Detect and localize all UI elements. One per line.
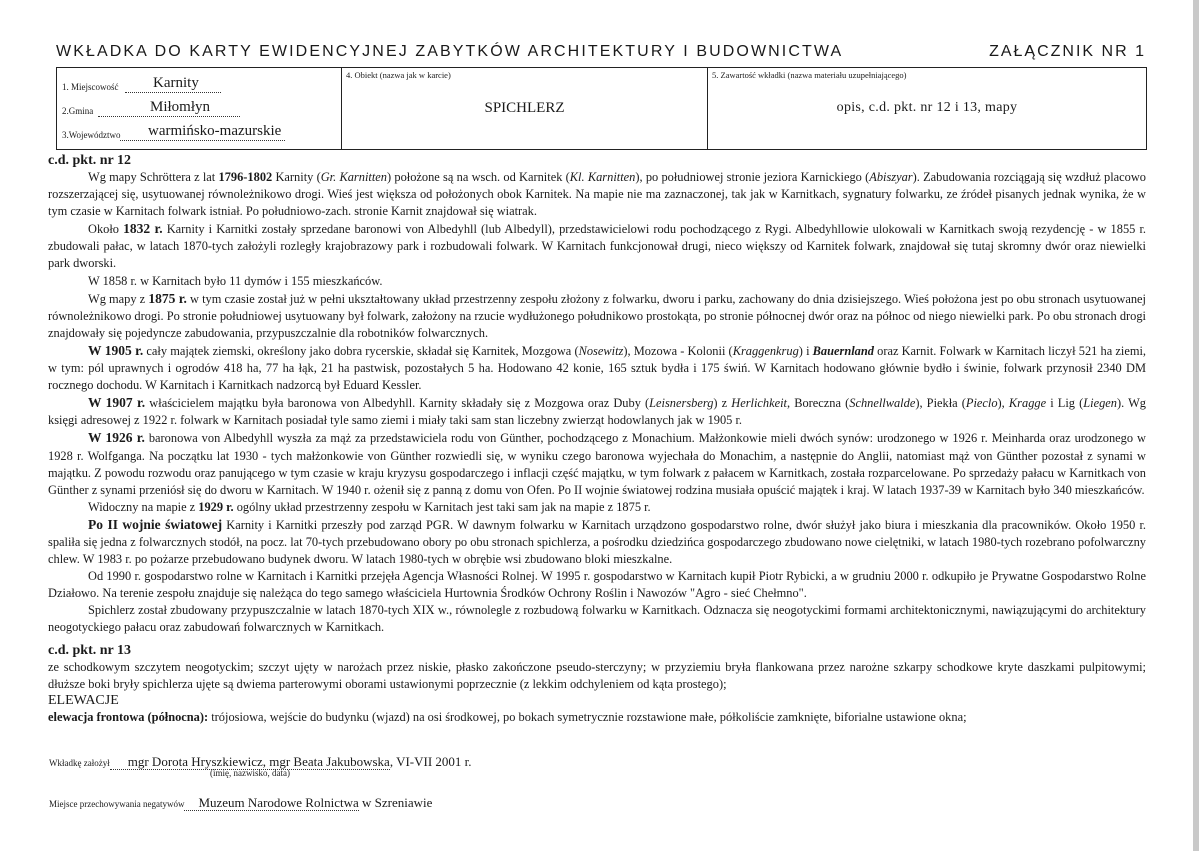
storage-rest: w Szreniawie (358, 795, 433, 810)
paragraph-1832: Około 1832 r. Karnity i Karnitki zostały sprzedane baronowi von Albedyhll (lub Albedyll), przedstawicielowi rodu pochodzącego z Rygi. Albedyhllowie ulokowali w Karnitkach swoją rezydencję - w 1855 r. zbudowali pałac, w latach 1870-tych założyli rozległy krajobrazowy park i rozbudowali folwark. W Karnitach funkcjonował drugi, nieco większy od Karnitek folwark, znajdował się tutaj skromny dwór oraz niewielki park dworski. (48, 221, 1146, 271)
paragraph-1929: Widoczny na mapie z 1929 r. ogólny układ przestrzenny zespołu w Karnitach jest taki sam jak na mapie z 1875 r. (88, 499, 651, 514)
locality-label: 1. Miejscowość (62, 82, 119, 92)
author-date: , VI-VII 2001 r. (389, 754, 472, 769)
object-cell (342, 68, 708, 149)
paragraph-1875: Wg mapy z 1875 r. w tym czasie został już w pełni ukształtowany układ przestrzenny zespołu złożony z folwarku, dworu i parku, zachowany do dnia dzisiejszego. Wieś położona jest po obu stronach usytuowanej równoleżnikowo drogi. Po stronie południowej usytuowany był folwark, założony na rzucie wydłużonego południkowo prostokąta, po stronie północnej dwór oraz na północ od niego niewielki park. Po obu stronach drogi znajdowały się pojedyncze zabudowania, przypuszczalnie dla robotników folwarcznych. (48, 290, 1146, 340)
commune-value: Miłomłyn (98, 99, 240, 117)
object-value: SPICHLERZ (484, 100, 565, 116)
content-cell (708, 68, 1146, 149)
paragraph-1907: W 1907 r. właścicielem majątku była baronowa von Albedyhll. Karnity składały się z Mozgowa oraz Duby (Leisnersberg) z Herlichkeit, Boreczna (Schnellwalde), Piekła (Pieclo), Kragge i Lig (Liegen). Wg księgi adresowej z 1922 r. folwark w Karnitach posiadał tyle samo ziemi i miały taki sam stan liczebny zwierząt hodowlanych jak w 1905 r. (48, 395, 1146, 428)
section-12-heading: c.d. pkt. nr 12 (48, 153, 131, 168)
paragraph-front-elevation: elewacja frontowa (północna): trójosiowa, wejście do budynku (wjazd) na osi środkowej, po bokach symetrycznie rozstawione małe, półkoliście zamknięte, biforialne ustawione okna; (48, 709, 967, 724)
paragraph-1926: W 1926 r. baronowa von Albedyhll wyszła za mąż za przedstawiciela rodu von Günther, pochodzącego z Monachium. Małżonkowie mieli dwóch synów: urodzonego w 1926 r. Meinharda oraz urodzonego w 1928 r. Wolfganga. Na początku lat 1930 - tych małżonkowie von Günther rozwiedli się, w wyniku czego baronowa wyjechała do Monachim, a następnie do Anglii, natomiast mąż von Günther pozostał z synami w majątku. Z powodu rozwodu oraz panującego w tym czasie w kraju kryzysu gospodarczego i inflacji część majątku, w tym folwark z pałacem w Karnitkach, została rozparcelowane. Po sprzedaży pałacu w Karnitkach von Günther z synami przeniósł się do dworu w Karnitach. W 1940 r. ożenił się z panną z domu von Ofen. Po II wojnie światowej rodzina musiała opuścić majątek i kraj. W latach 1937-39 w Karnitach było 340 mieszkańców. (48, 430, 1146, 497)
location-cell (57, 68, 342, 149)
paragraph-1905: W 1905 r. cały majątek ziemski, określony jako dobra rycerskie, składał się Karnitek, Mozgowa (Nosewitz), Mozowa - Kolonii (Kraggenkrug) i Bauernland oraz Karnit. Folwark w Karnitach liczył 521 ha ziemi, w tym: pól uprawnych i ogrodów 418 ha, 77 ha łąk, 21 ha pastwisk, pozostałych 5 ha. Hodowano 42 konie, 165 sztuk bydła i 175 świń. W Karnitach hodowano głównie bydło i świnie, folwark przynosił 2340 DM rocznego dochodu. W Karnitach i Karnitkach nadzorcą był Eduard Kessler. (48, 342, 1146, 393)
commune-field (62, 98, 337, 118)
author-sublabel: (imię, nazwisko, data) (210, 768, 290, 778)
description-body (48, 152, 1146, 726)
meta-box (56, 67, 1147, 150)
author-value: mgr Dorota Hryszkiewicz, mgr Beata Jakubowska (110, 754, 390, 770)
author-label: Wkładkę założył (49, 758, 110, 768)
form-title: WKŁADKA DO KARTY EWIDENCYJNEJ ZABYTKÓW ARCHITEKTURY I BUDOWNICTWA (56, 43, 844, 60)
storage-line (49, 795, 432, 811)
form-header (56, 43, 1146, 65)
locality-field (62, 74, 337, 94)
elevations-heading: ELEWACJE (48, 692, 119, 708)
paragraph-1990: Od 1990 r. gospodarstwo rolne w Karnitach i Karnitki przejęła Agencja Własności Rolnej. W 1995 r. gospodarstwo w Karnitach kupił Piotr Rybicki, a w grudniu 2000 r. odkupiło je Prywatne Gospodarstwo Rolne Działowo. Na terenie zespołu znajduje się należąca do tego samego właściciela Hurtownia Środków Ochrony Roślin i Nawozów "Agro - sieć Chełmno". (48, 569, 1146, 601)
province-value: warmińsko-mazurskie (120, 123, 285, 141)
annex-number: ZAŁĄCZNIK NR 1 (989, 43, 1146, 60)
storage-value: Muzeum Narodowe Rolnictwa (184, 795, 358, 811)
content-label: 5. Zawartość wkładki (nazwa materiału uzupełniającego) (712, 70, 907, 80)
sheet-edge (1193, 0, 1199, 851)
object-label: 4. Obiekt (nazwa jak w karcie) (346, 70, 451, 80)
paragraph-1858: W 1858 r. w Karnitach było 11 dymów i 155 mieszkańców. (88, 273, 383, 288)
province-label: 3.Województwo (62, 130, 121, 140)
paragraph-granary: Spichlerz został zbudowany przypuszczalnie w latach 1870-tych XIX w., równolegle z rozbudową folwarku w Karnitkach. Odznacza się neogotyckimi formami architektonicznymi, nawiązującymi do architektury neogotyckiego pałacu oraz zabudowań folwarcznych w Karnitkach. (48, 603, 1146, 635)
province-field (62, 122, 337, 142)
locality-value: Karnity (125, 75, 221, 93)
section-13-heading: c.d. pkt. nr 13 (48, 642, 131, 658)
commune-label: 2.Gmina (62, 106, 94, 116)
paragraph-post-war: Po II wojnie światowej Karnity i Karnitki przeszły pod zarząd PGR. W dawnym folwarku w Karnitach urządzono gospodarstwo rolne, dwór służył jako biura i mieszkania dla pracowników. Około 1950 r. spaliła się jedna z folwarcznych stodół, na pocz. lat 70-tych przebudowano obory po obu stronach spichlerza, a pośrodku dziedzińca gospodarczego zbudowano nowe cielętniki, w latach 1980-tych rozebrano pofolwarczny chlew. W 1983 r. po pożarze przebudowano budynek dworu. W latach 1980-tych w obrębie wsi zbudowano bloki mieszkalne. (48, 516, 1146, 567)
paragraph-1796: Wg mapy Schröttera z lat 1796-1802 Karnity (Gr. Karnitten) położone są na wsch. od Karnitek (Kl. Karnitten), po południowej stronie jeziora Karnickiego (Abiszyar). Zabudowania rozciągają się wzdłuż placowo rozszerzającej się, usytuowanej równoleżnikowo drogi. Wieś jest większa od położonych obok Karnitek. Na mapie nie ma zaznaczonej, tak jak w Karnitkach, sygnatury folwarku, ze źródeł pisanych jednak wynika, że w tym czasie w Karnitach folwark istniał. Po południowo-zach. stronie Karnit znajdował się wiatrak. (48, 170, 1146, 219)
content-value: opis, c.d. pkt. nr 12 i 13, mapy (836, 100, 1018, 115)
storage-label: Miejsce przechowywania negatywów (49, 799, 185, 809)
paragraph-gable: ze schodkowym szczytem neogotyckim; szczyt ujęty w narożach przez niskie, płasko zakończone pseudo-sterczyny; w przyziemiu bryła flankowana przez narożne szkarpy schodkowe kryte daszkami pulpitowymi; dłuższe boki bryły spichlerza ujęte są dwiema parterowymi oborami ustawionymi poprzecznie (z lekkim odchyleniem od kąta prostego); (48, 659, 1146, 691)
